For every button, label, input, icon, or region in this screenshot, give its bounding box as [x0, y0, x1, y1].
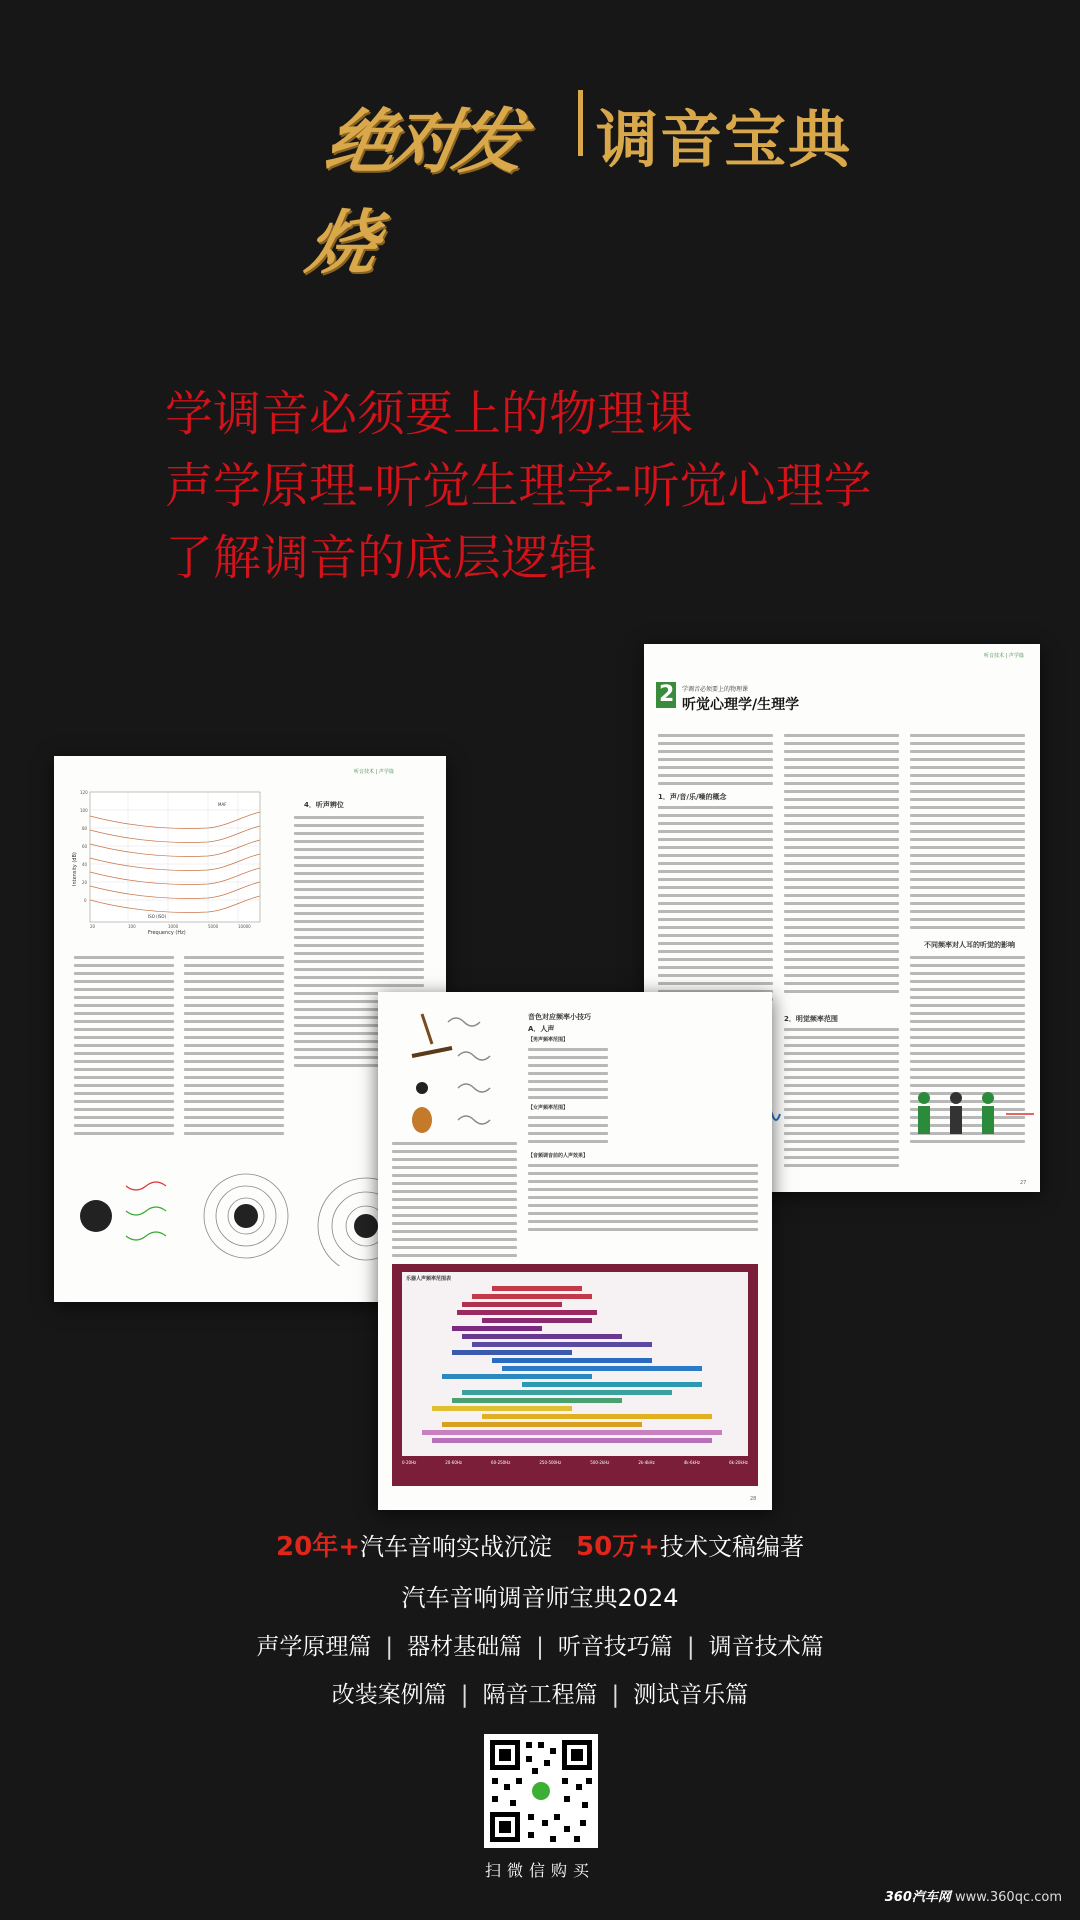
chart-label-maf: MAF	[218, 802, 227, 807]
stats-line	[0, 1526, 1080, 1563]
wechat-qr-code[interactable]	[484, 1734, 598, 1848]
brand-logo	[0, 82, 1080, 284]
body-text	[658, 734, 773, 790]
chapter-item: 器材基础篇	[407, 1634, 523, 1660]
y-tick: 80	[82, 826, 88, 831]
watermark-brand: 360汽车网	[884, 1890, 951, 1905]
qr-caption: 扫微信购买	[484, 1861, 595, 1880]
chapter-kicker: 学调音必须要上的物理课	[682, 686, 749, 693]
chart-ylabel: Intensity (dB)	[72, 852, 78, 886]
page-header: 听音技术 | 声学篇	[984, 653, 1024, 659]
headline	[165, 378, 1065, 594]
band-label: 0-20Hz	[402, 1460, 417, 1465]
x-tick: 100	[128, 924, 136, 929]
body-text	[910, 734, 1025, 934]
chapter-item: 隔音工程篇	[482, 1682, 598, 1708]
body-text	[392, 1142, 517, 1262]
page-header: 听音技术 | 声学篇	[354, 769, 394, 775]
x-tick: 5000	[208, 924, 219, 929]
x-tick: 10000	[238, 924, 251, 929]
y-tick: 60	[82, 844, 88, 849]
band-label: 60-250Hz	[491, 1460, 511, 1465]
words-text: 技术文稿编著	[659, 1533, 804, 1561]
band-label: 2k-4kHz	[638, 1460, 655, 1465]
band-axis	[402, 1460, 748, 1465]
band-label: 500-2kHz	[590, 1460, 610, 1465]
body-text	[74, 956, 174, 1140]
watermark-url: www.360qc.com	[955, 1890, 1062, 1905]
chart-xlabel: Frequency (Hz)	[148, 930, 186, 936]
logo-divider	[578, 90, 583, 156]
body-text	[784, 734, 899, 998]
ear-sensitivity-figure	[906, 1084, 1036, 1144]
chapter-item: 声学原理篇	[256, 1634, 372, 1660]
logo-script-text: 绝对发烧	[300, 100, 526, 284]
y-tick: 0	[84, 898, 87, 903]
years-text: 汽车音响实战沉淀	[360, 1533, 552, 1561]
body-text	[784, 1028, 899, 1172]
page-number: 28	[750, 1496, 757, 1502]
hearing-diagrams	[66, 1156, 426, 1266]
logo-title: 调音宝典	[596, 103, 853, 176]
book-page-center	[378, 992, 772, 1510]
book-title: 汽车音响调音师宝典2024	[401, 1584, 679, 1612]
y-tick: 40	[82, 862, 88, 867]
band-label: 250-500Hz	[539, 1460, 562, 1465]
headline-line-3: 了解调音的底层逻辑	[165, 530, 598, 586]
equal-loudness-chart	[68, 786, 268, 946]
qr-pattern	[484, 1734, 598, 1848]
chapter-title: 听觉心理学/生理学	[682, 697, 800, 713]
chapter-item: 测试音乐篇	[633, 1682, 749, 1708]
subsection-heading: 【女声频率范围】	[528, 1105, 569, 1111]
chapter-item: 听音技巧篇	[557, 1634, 673, 1660]
years-value: 20年+	[276, 1532, 360, 1562]
watermark	[885, 1886, 1062, 1905]
y-tick: 100	[80, 808, 88, 813]
chapter-item: 改装案例篇	[331, 1682, 447, 1708]
chapter-item: 调音技术篇	[708, 1634, 824, 1660]
y-tick: 120	[80, 790, 88, 795]
frequency-range-chart	[392, 1264, 758, 1486]
page-number: 27	[1020, 1180, 1027, 1186]
range-bars	[402, 1272, 748, 1456]
x-tick: 1000	[168, 924, 179, 929]
headline-line-1: 学调音必须要上的物理课	[165, 386, 694, 442]
instrument-illustrations	[392, 1006, 512, 1136]
chart-title: 乐器人声频率范围表	[406, 1276, 452, 1282]
chapter-list-row-2: 改装案例篇 | 隔音工程篇 | 测试音乐篇	[331, 1682, 749, 1708]
section-heading: 音色对应频率小技巧	[528, 1013, 591, 1021]
section-heading: 1．声/音/乐/噪的概念	[658, 793, 727, 801]
section-heading: 2．明觉频率范围	[784, 1015, 838, 1023]
chart-label-iso: ISO (ISO)	[148, 914, 167, 919]
body-text	[528, 1048, 608, 1104]
subsection-heading: 【男声频率范围】	[528, 1037, 569, 1043]
section-heading: 4．听声辨位	[304, 801, 344, 809]
words-value: 50万+	[576, 1532, 660, 1562]
chart-plot-area	[402, 1272, 748, 1456]
band-label: 20-60Hz	[445, 1460, 462, 1465]
y-tick: 20	[82, 880, 88, 885]
chapter-list-row-1: 声学原理篇 | 器材基础篇 | 听音技巧篇 | 调音技术篇	[256, 1634, 824, 1660]
body-text	[658, 806, 773, 1006]
body-text	[184, 956, 284, 1140]
band-label: 6k-20kHz	[729, 1460, 748, 1465]
section-heading: 不同频率对人耳的听觉的影响	[924, 941, 1015, 949]
subsection-heading: A．人声	[528, 1025, 555, 1033]
headline-line-2: 声学原理-听觉生理学-听觉心理学	[165, 458, 872, 514]
chapter-number: 2	[659, 682, 675, 707]
x-tick: 20	[90, 924, 96, 929]
subsection-heading: 【音频调音前的人声效果】	[528, 1153, 589, 1159]
band-label: 4k-6kHz	[683, 1460, 701, 1465]
body-text	[528, 1116, 608, 1148]
body-text	[528, 1164, 758, 1236]
